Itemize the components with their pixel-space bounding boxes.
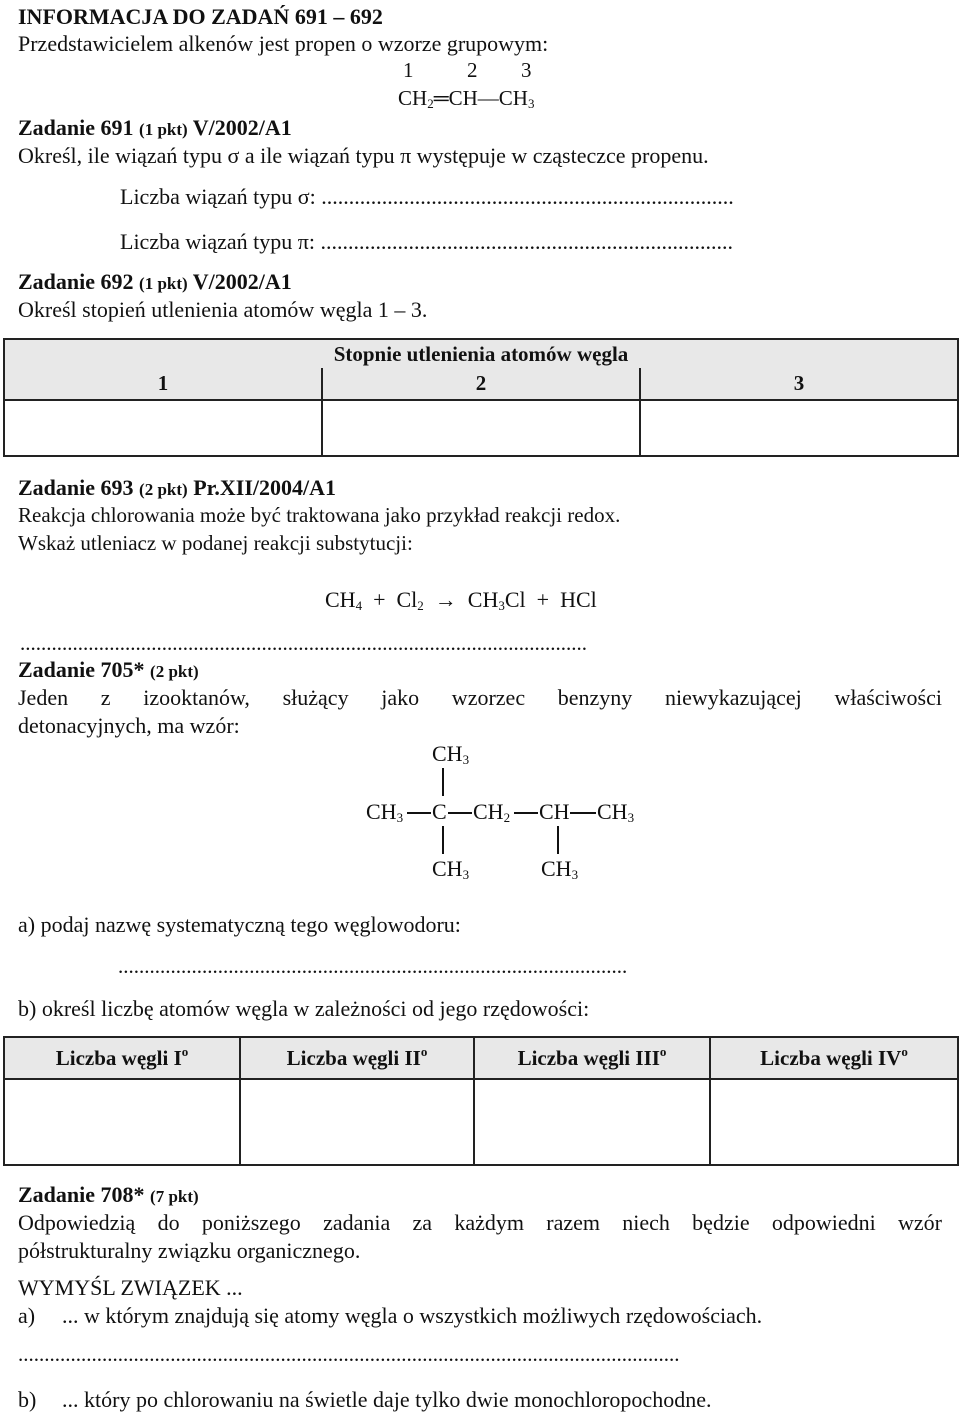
isooctane-top-ch3	[432, 743, 469, 765]
isooctane-bottom-ch3-2-sub: 3	[571, 867, 579, 882]
carbon-number-2: 2	[467, 58, 478, 82]
task-705-heading	[18, 659, 199, 681]
reaction-arrow: →	[434, 587, 457, 612]
product-hcl: HCl	[560, 587, 597, 612]
task-692-source: V/2002/A1	[192, 269, 292, 294]
task-708-item-b-label: b)	[18, 1387, 37, 1412]
isooctane-top-ch3-sub: 3	[462, 752, 470, 767]
oxidation-col-3: 3	[640, 368, 958, 400]
isooctane-c1-label: CH	[366, 799, 397, 824]
task-708-item-a-answer[interactable]: ..............................................................................................................................	[18, 1344, 680, 1365]
chlorination-reaction	[325, 589, 597, 611]
isooctane-c5	[597, 801, 634, 823]
pi-label: Liczba wiązań typu π:	[120, 229, 315, 254]
carbon-order-header-1-sup: o	[181, 1043, 189, 1059]
task-708-heading	[18, 1184, 199, 1206]
oxidation-answer-1[interactable]	[4, 400, 322, 456]
oxidation-col-1: 1	[4, 368, 322, 400]
carbon-order-header-4-label: Liczba węgli IV	[760, 1045, 902, 1070]
bond-c1-c2	[407, 812, 431, 814]
carbon-order-header-2	[240, 1037, 474, 1079]
task-693-points: (2 pkt)	[139, 480, 188, 499]
isooctane-bottom-ch3-2	[541, 858, 578, 880]
task-693-answer-line[interactable]: ............................................................................................................	[20, 633, 587, 654]
sigma-label: Liczba wiązań typu σ:	[120, 184, 316, 209]
propene-c2: CH	[448, 86, 478, 110]
isooctane-bottom-ch3-1	[432, 858, 469, 880]
carbon-order-header-2-label: Liczba węgli II	[286, 1045, 421, 1070]
task-708-item-a-label: a)	[18, 1303, 36, 1328]
carbon-order-header-3-label: Liczba węgli III	[517, 1045, 660, 1070]
isooctane-bottom-ch3-1-sub: 3	[462, 867, 470, 882]
propene-formula	[398, 88, 534, 109]
oxidation-answer-3[interactable]	[640, 400, 958, 456]
oxidation-answer-2[interactable]	[322, 400, 640, 456]
task-705-intro-line2: detonacyjnych, ma wzór:	[18, 713, 240, 738]
task-693-line2: Wskaż utleniacz w podanej reakcji substytucji:	[18, 531, 413, 555]
carbon-order-header-4-sup: o	[901, 1043, 908, 1059]
task-708-line1: Odpowiedzią do poniższego zadania za każdym razem niech będzie odpowiedni wzór	[18, 1210, 942, 1235]
single-bond: —	[477, 86, 499, 110]
sigma-answer-line[interactable]: ...........................................................................	[321, 184, 734, 209]
task-691-points: (1 pkt)	[139, 120, 188, 139]
plus-sign-1: +	[373, 587, 386, 612]
task-708-title: Zadanie 708*	[18, 1182, 145, 1207]
isooctane-c5-sub: 3	[627, 810, 635, 825]
carbon-number-3: 3	[521, 58, 532, 82]
bond-vertical-bottom-2	[557, 826, 559, 854]
task-693-title: Zadanie 693	[18, 475, 134, 500]
isooctane-c3-sub: 2	[503, 810, 511, 825]
isooctane-bottom-ch3-2-label: CH	[541, 856, 572, 881]
isooctane-c1	[366, 801, 403, 823]
product-ch3: CH	[467, 587, 499, 612]
task-692-question: Określ stopień utlenienia atomów węgla 1 – 3.	[18, 297, 428, 322]
plus-sign-2: +	[536, 587, 550, 612]
isooctane-top-ch3-label: CH	[432, 741, 463, 766]
task-708-item-b: ... który po chlorowaniu na świetle daje tylko dwie monochloropochodne.	[62, 1387, 712, 1412]
isooctane-c3-label: CH	[473, 799, 504, 824]
reactant-ch4-sub: 4	[355, 598, 363, 613]
task-693-source: Pr.XII/2004/A1	[193, 475, 336, 500]
task-691-question: Określ, ile wiązań typu σ a ile wiązań typu π występuje w cząsteczce propenu.	[18, 143, 709, 168]
propene-c1-sub: 2	[427, 96, 434, 111]
isooctane-c4	[539, 801, 570, 823]
task-693-line1: Reakcja chlorowania może być traktowana jako przykład reakcji redox.	[18, 503, 621, 527]
task-705-title: Zadanie 705*	[18, 657, 145, 682]
product-cl: Cl	[504, 587, 526, 612]
isooctane-c2-label: C	[432, 799, 447, 824]
task-708-item-a: ... w którym znajdują się atomy węgla o wszystkich możliwych rzędowościach.	[62, 1303, 763, 1328]
task-691-title: Zadanie 691	[18, 115, 134, 140]
task-692-points: (1 pkt)	[139, 274, 188, 293]
task-708-points: (7 pkt)	[150, 1187, 199, 1206]
carbon-order-answer-2[interactable]	[240, 1079, 474, 1165]
carbon-order-answer-3[interactable]	[474, 1079, 710, 1165]
bond-vertical-top	[442, 768, 444, 796]
task-705-intro-line1: Jeden z izooktanów, służący jako wzorzec benzyny niewykazującej właściwości	[18, 685, 942, 710]
isooctane-bottom-ch3-1-label: CH	[432, 856, 463, 881]
pi-row	[120, 231, 733, 253]
reactant-cl2-sub: 2	[417, 598, 424, 613]
carbon-order-header-1	[4, 1037, 240, 1079]
task-692-heading	[18, 271, 292, 293]
task-705-part-a: a) podaj nazwę systematyczną tego węglowodoru:	[18, 912, 461, 937]
task-693-heading	[18, 477, 336, 499]
double-bond: ═	[433, 86, 449, 110]
info-intro: Przedstawicielem alkenów jest propen o wzorze grupowym:	[18, 31, 549, 56]
carbon-order-header-1-label: Liczba węgli I	[55, 1045, 182, 1070]
propene-c1: CH	[398, 86, 428, 110]
isooctane-c4-label: CH	[539, 799, 570, 824]
carbon-order-header-3	[474, 1037, 710, 1079]
pi-answer-line[interactable]: ...........................................................................	[320, 229, 733, 254]
task-692-title: Zadanie 692	[18, 269, 134, 294]
reactant-cl2: Cl	[396, 587, 418, 612]
bond-c4-c5	[570, 812, 596, 814]
carbon-order-header-4	[710, 1037, 958, 1079]
task-705-points: (2 pkt)	[150, 662, 199, 681]
carbon-order-header-3-sup: o	[659, 1043, 667, 1059]
info-title: INFORMACJA DO ZADAŃ 691 – 692	[18, 4, 383, 29]
bond-c3-c4	[514, 812, 538, 814]
carbon-order-answer-4[interactable]	[710, 1079, 958, 1165]
oxidation-table-header: Stopnie utlenienia atomów węgla	[4, 339, 958, 368]
task-691-heading	[18, 117, 292, 139]
carbon-order-table	[3, 1036, 959, 1166]
bond-vertical-bottom-1	[442, 826, 444, 854]
sigma-row	[120, 186, 734, 208]
product-ch3-sub: 3	[498, 598, 505, 613]
carbon-order-answer-1[interactable]	[4, 1079, 240, 1165]
task-691-source: V/2002/A1	[192, 115, 292, 140]
isooctane-c3	[473, 801, 510, 823]
carbon-order-header-2-sup: o	[420, 1043, 428, 1059]
isooctane-c2	[432, 801, 447, 823]
propene-c3: CH	[498, 86, 528, 110]
isooctane-c5-label: CH	[597, 799, 628, 824]
bond-c2-c3	[448, 812, 472, 814]
isooctane-c1-sub: 3	[396, 810, 404, 825]
task-708-prompt: WYMYŚL ZWIĄZEK ...	[18, 1275, 243, 1300]
task-705-part-a-answer[interactable]: .................................................................................................	[118, 956, 628, 977]
propene-c3-sub: 3	[527, 96, 535, 111]
task-705-part-b: b) określ liczbę atomów węgla w zależności od jego rzędowości:	[18, 996, 590, 1021]
reactant-ch4: CH	[325, 587, 356, 612]
task-708-line2: półstrukturalny związku organicznego.	[18, 1238, 361, 1263]
carbon-number-1: 1	[403, 58, 414, 82]
oxidation-states-table	[3, 338, 959, 457]
oxidation-col-2: 2	[322, 368, 640, 400]
